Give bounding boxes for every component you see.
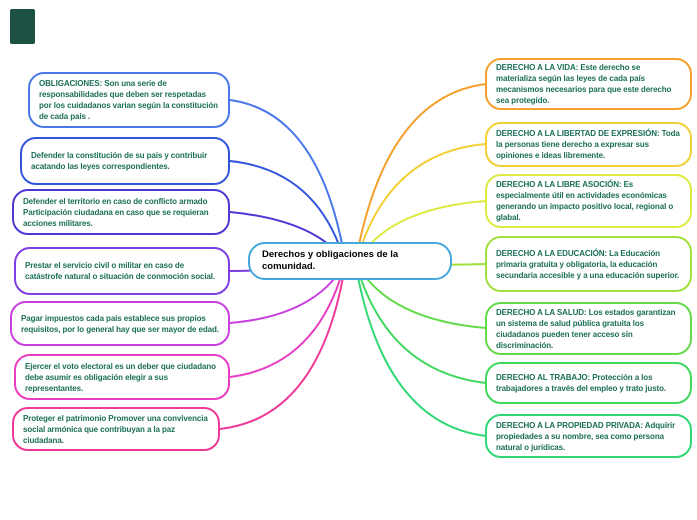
civil-service-node[interactable]	[14, 247, 230, 295]
node-text: Prestar el servicio civil o militar en caso de catástrofe natural o situación de conmoción social.	[25, 261, 216, 281]
node-text: DERECHO AL TRABAJO: Protección a los trabajadores a través del empleo y trato justo.	[496, 373, 667, 393]
node-text: Defender el territorio en caso de conflicto armado Participación ciudadana en caso que se requieran acciones militares.	[23, 196, 209, 228]
node-text: Ejercer el voto electoral es un deber que ciudadano debe asumir es obligación elegir a sus representantes.	[25, 361, 216, 393]
free-association-node[interactable]	[485, 174, 692, 228]
right-to-health-node[interactable]	[485, 302, 692, 355]
connector-line	[220, 272, 344, 429]
central-topic-node[interactable]	[248, 242, 452, 280]
node-text: OBLIGACIONES: Son una serie de responsabilidades que deben ser respetadas por los cuidadanos varian según la constitución de cada país .	[39, 79, 218, 121]
pay-taxes-node[interactable]	[10, 301, 230, 346]
node-text: DERECHO A LA LIBRE ASOCIÓN: Es especialmente útil en actividades económicas generando un impacto positivo local, regional o glabal.	[496, 180, 674, 222]
node-text: DERECHO A LA VIDA: Este derecho se materializa según las leyes de cada país mecanismos necesarios para que este derecho sea protegido.	[496, 63, 672, 105]
defend-constitution-node[interactable]	[20, 137, 230, 185]
vote-duty-node[interactable]	[14, 354, 230, 400]
obligations-definition-node[interactable]	[28, 72, 230, 128]
node-text: DERECHO A LA SALUD: Los estados garantizan un sistema de salud pública gratuita los ciudadanos pueden tener acceso sin discriminación.	[496, 307, 676, 350]
corner-mark	[10, 9, 35, 44]
node-text: Proteger el patrimonio Promover una convivencia social armónica que contribuyan a la paz ciudadana.	[23, 413, 208, 445]
connector-line	[230, 100, 344, 254]
connector-line	[358, 144, 486, 256]
right-to-work-node[interactable]	[485, 362, 692, 404]
right-to-life-node[interactable]	[485, 58, 692, 110]
defend-territory-node[interactable]	[12, 189, 230, 235]
node-text: Pagar impuestos cada país establece sus propios requisitos, por lo general hay que ser mayor de edad.	[21, 313, 219, 334]
protect-heritage-node[interactable]	[12, 407, 220, 451]
node-text: Defender la constitución de su país y contribuir acatando las leyes correspondientes.	[31, 151, 208, 171]
node-text: DERECHO A LA PROPIEDAD PRIVADA: Adquirir propiedades a su nombre, sea como persona natural o jurídicas.	[496, 420, 676, 452]
node-text: DERECHO A LA LIBERTAD DE EXPRESIÓN: Toda la personas tiene derecho a expresar sus opiniones e ideas libremente.	[496, 129, 680, 160]
node-text: DERECHO A LA EDUCACIÓN: La Educación primaria gratuita y obligatoria, la educación secundaria accesible y a una educación superior.	[496, 248, 680, 280]
connector-line	[357, 272, 486, 436]
right-to-education-node[interactable]	[485, 236, 692, 292]
connector-line	[357, 84, 486, 254]
private-property-node[interactable]	[485, 414, 692, 458]
freedom-of-expression-node[interactable]	[485, 122, 692, 167]
central-topic-text: Derechos y obligaciones de la comunidad.	[262, 248, 399, 272]
